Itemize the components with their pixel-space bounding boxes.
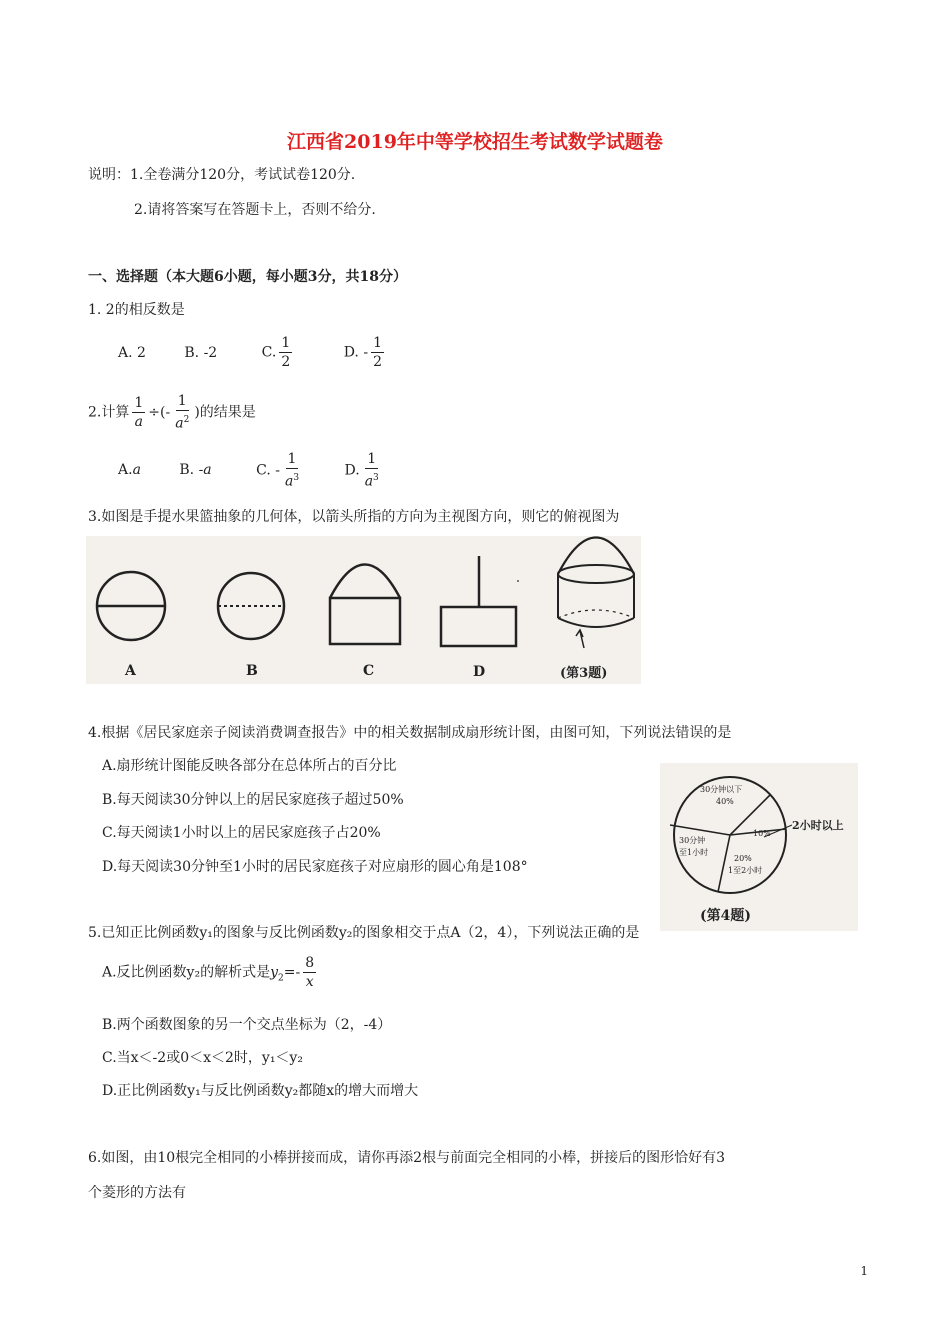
option-d-shape — [441, 556, 519, 646]
q1-option-b: B. -2 — [184, 344, 218, 361]
pie-slice-3-pct: 20% — [734, 854, 752, 863]
q2-option-a: A.a — [118, 462, 141, 479]
q4-option-d: D.每天阅读30分钟至1小时的居民家庭孩子对应扇形的圆心角是108° — [102, 859, 528, 875]
q2-option-d: D. $\frac{1}{a^3}$ — [344, 451, 379, 490]
q4-pie-figure — [660, 763, 858, 931]
option-b-label: B — [246, 663, 258, 679]
q3-stem: 3.如图是手提水果篮抽象的几何体，以箭头所指的方向为主视图方向，则它的俯视图为 — [88, 509, 620, 525]
pie-slice-1-pct: 40% — [716, 797, 734, 806]
option-c-shape — [330, 565, 400, 645]
q1-option-d: D. - $\frac{1}{2}$ — [343, 335, 382, 370]
q5-option-c: C.当x＜-2或0＜x＜2时，y₁＜y₂ — [102, 1050, 303, 1066]
pie-slice-2-label-1: 30分钟 — [679, 836, 706, 845]
q1-stem: 1. 2的相反数是 — [88, 302, 185, 318]
q3-figure — [86, 536, 641, 684]
q5-option-d: D.正比例函数y₁与反比例函数y₂都随x的增大而增大 — [102, 1083, 419, 1099]
q4-option-c: C.每天阅读1小时以上的居民家庭孩子占20% — [102, 825, 381, 841]
q5-option-b: B.两个函数图象的另一个交点坐标为（2，-4） — [102, 1017, 392, 1033]
q4-option-a: A.扇形统计图能反映各部分在总体所占的百分比 — [102, 758, 397, 774]
q3-figure-svg — [86, 536, 641, 684]
page-title: 江西省2019年中等学校招生考试数学试题卷 — [287, 131, 663, 153]
option-d-label: D — [473, 664, 486, 680]
pie-slice-1-label: 30分钟以下 — [700, 785, 743, 794]
q5-stem: 5.已知正比例函数y₁的图象与反比例函数y₂的图象相交于点A（2，4），下列说法正确的是 — [88, 925, 640, 941]
pie-slice-3-label: 1至2小时 — [728, 866, 763, 875]
option-b-shape — [218, 573, 284, 639]
q1-options — [118, 334, 387, 371]
note-line-2: 2.请将答案写在答题卡上，否则不给分. — [134, 202, 376, 218]
q2-option-b: B. -a — [179, 462, 212, 479]
option-c-label: C — [363, 663, 375, 679]
note-line-1: 说明：1.全卷满分120分，考试试卷120分. — [88, 167, 356, 183]
pie-callout: 2小时以上 — [792, 819, 844, 832]
q4-option-b: B.每天阅读30分钟以上的居民家庭孩子超过50% — [102, 792, 404, 808]
page-number: 1 — [860, 1264, 868, 1278]
q2-options — [118, 450, 384, 491]
q1-option-a: A. 2 — [118, 344, 146, 361]
q6-line-2: 个菱形的方法有 — [88, 1185, 186, 1201]
q5-option-a: A.反比例函数y₂的解析式是$y_2=-$ $\frac{8}{x}$ — [102, 955, 315, 990]
pie-slice-2-label-2: 至1小时 — [679, 848, 709, 857]
q4-caption: (第4题) — [700, 908, 751, 924]
q4-stem: 4.根据《居民家庭亲子阅读消费调查报告》中的相关数据制成扇形统计图，由图可知，下列说法错误的是 — [88, 725, 732, 741]
pie-slice-4-pct: 10% — [753, 829, 771, 838]
q6-line-1: 6.如图，由10根完全相同的小棒拼接而成，请你再添2根与前面完全相同的小棒，拼接后的图形恰好有3 — [88, 1150, 725, 1166]
basket-shape — [558, 538, 634, 649]
q1-option-c: C. $\frac{1}{2}$ — [261, 335, 291, 370]
section-heading: 一、选择题（本大题6小题，每小题3分，共18分） — [88, 269, 407, 285]
option-a-shape — [97, 572, 165, 640]
q2-stem: 2.计算 $\frac{1}{a}$ ÷(- $\frac{1}{a^2}$ )的结果是 — [88, 393, 256, 432]
q3-caption: (第3题) — [560, 666, 608, 681]
option-a-label: A — [125, 663, 136, 679]
q2-option-c: C. - $\frac{1}{a^3}$ — [256, 451, 300, 490]
